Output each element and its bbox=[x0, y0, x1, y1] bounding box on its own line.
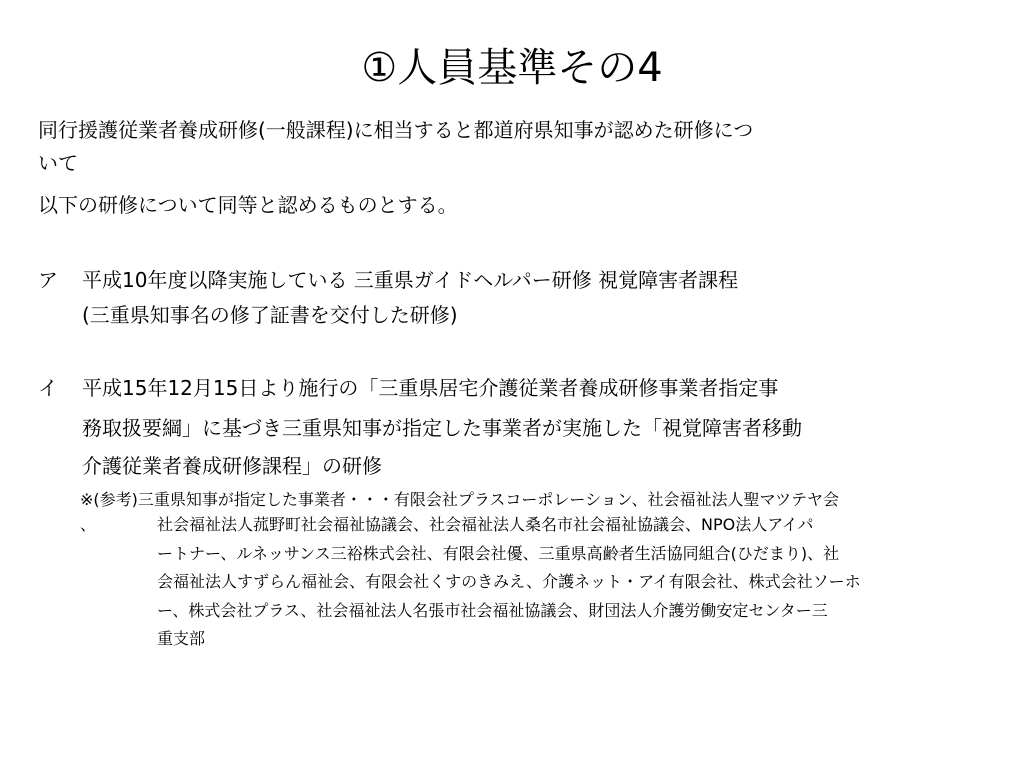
note-line-2-mark: 、 bbox=[80, 515, 97, 534]
note-line-6: 重支部 bbox=[157, 629, 206, 648]
item-a-line-2: (三重県知事名の修了証書を交付した研修) bbox=[82, 303, 458, 327]
intro-line-2: いて bbox=[38, 151, 78, 175]
note-line-4: 会福祉法人すずらん福祉会、有限会社くすのきみえ、介護ネット・アイ有限会社、株式会社ソーホ bbox=[157, 572, 861, 591]
note-line-5: ー、株式会社プラス、社会福祉法人名張市社会福祉協議会、財団法人介護労働安定センター三 bbox=[157, 601, 828, 620]
item-i-marker: イ bbox=[38, 376, 58, 400]
note-line-1: ※(参考)三重県知事が指定した事業者・・・有限会社プラスコーポレーション、社会福祉法人聖マツテヤ会 bbox=[80, 490, 840, 509]
item-i-line-1: 平成15年12月15日より施行の「三重県居宅介護従業者養成研修事業者指定事 bbox=[82, 376, 779, 400]
intro-line-3: 以下の研修について同等と認めるものとする。 bbox=[38, 193, 458, 217]
item-i-line-2: 務取扱要綱」に基づき三重県知事が指定した事業者が実施した「視覚障害者移動 bbox=[82, 416, 802, 440]
item-a-marker: ア bbox=[38, 268, 58, 292]
note-line-3: ートナー、ルネッサンス三裕株式会社、有限会社優、三重県高齢者生活協同組合(ひだまり)、社 bbox=[157, 544, 840, 563]
item-i-line-3: 介護従業者養成研修課程」の研修 bbox=[82, 454, 382, 478]
note-line-2: 社会福祉法人菰野町社会福祉協議会、社会福祉法人桑名市社会福祉協議会、NPO法人アイパ bbox=[157, 515, 814, 534]
item-a-line-1: 平成10年度以降実施している 三重県ガイドヘルパー研修 視覚障害者課程 bbox=[82, 268, 739, 292]
slide-title: ①人員基準その4 bbox=[361, 45, 663, 91]
intro-line-1: 同行援護従業者養成研修(一般課程)に相当すると都道府県知事が認めた研修につ bbox=[38, 118, 754, 142]
